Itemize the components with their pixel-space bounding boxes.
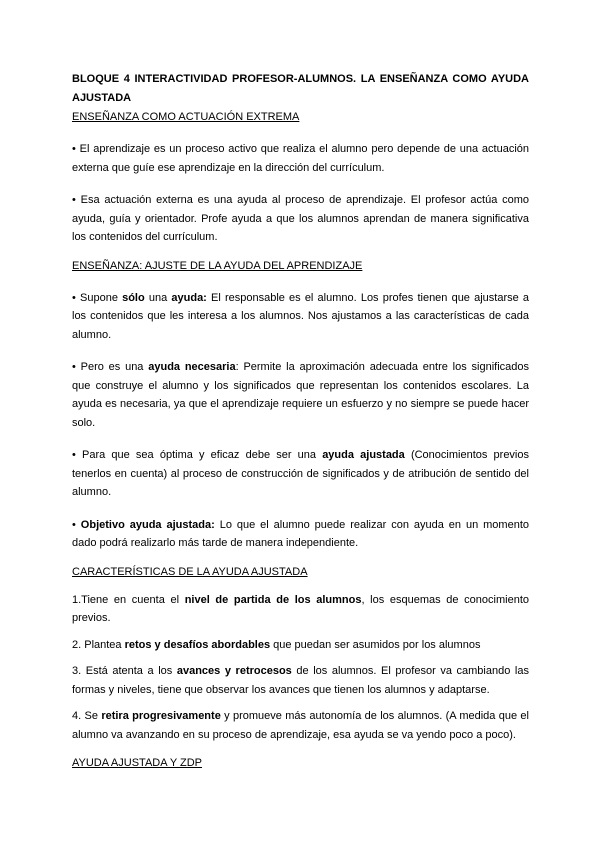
paragraph: • Supone sólo una ayuda: El responsable es el alumno. Los profes tienen que ajustarse a los contenidos que les interesa a los alumnos. Nos ajustamos a las características de cada alumno. bbox=[72, 291, 529, 341]
paragraph: • Objetivo ayuda ajustada: Lo que el alumno puede realizar con ayuda en un momento dado podrá realizarlo más tarde de manera independiente. bbox=[72, 518, 529, 549]
section-heading-zdp: AYUDA AJUSTADA Y ZDP bbox=[72, 757, 203, 769]
document-body bbox=[72, 70, 529, 772]
paragraph: • El aprendizaje es un proceso activo que realiza el alumno pero depende de una actuación externa que guíe ese aprendizaje en la dirección del currículum. bbox=[72, 143, 529, 174]
document-title: BLOQUE 4 INTERACTIVIDAD PROFESOR-ALUMNOS. LA ENSEÑANZA COMO AYUDA AJUSTADA bbox=[72, 73, 529, 104]
list-item: 3. Está atenta a los avances y retrocesos de los alumnos. El profesor va cambiando las formas y niveles, tiene que observar los avances que tienen los alumnos y adaptarse. bbox=[72, 665, 529, 696]
paragraph: • Esa actuación externa es una ayuda al proceso de aprendizaje. El profesor actúa como ayuda, guía y orientador. Profe ayuda a que los alumnos aprendan de manera significativa los contenidos del currículum. bbox=[72, 194, 529, 243]
section-heading-actuacion: ENSEÑANZA COMO ACTUACIÓN EXTREMA bbox=[72, 111, 300, 123]
list-item: 1.Tiene en cuenta el nivel de partida de los alumnos, los esquemas de conocimiento previos. bbox=[72, 593, 529, 624]
section-heading-caracteristicas: CARACTERÍSTICAS DE LA AYUDA AJUSTADA bbox=[72, 565, 308, 578]
paragraph: • Para que sea óptima y eficaz debe ser una ayuda ajustada (Conocimientos previos tenerlos en cuenta) al proceso de construcción de significados y de atribución de sentido del alumno. bbox=[72, 449, 529, 498]
list-item: 4. Se retira progresivamente y promueve más autonomía de los alumnos. (A medida que el alumno va avanzando en su proceso de aprendizaje, esa ayuda se va yendo poco a poco). bbox=[72, 710, 529, 741]
paragraph: • Pero es una ayuda necesaria: Permite la aproximación adecuada entre los significados que construye el alumno y los significados que representan los contenidos escolares. La ayuda es necesaria, ya que el aprendizaje requiere un esfuerzo y no siempre se puede hacer solo. bbox=[72, 361, 529, 429]
section-heading-ajuste: ENSEÑANZA: AJUSTE DE LA AYUDA DEL APRENDIZAJE bbox=[72, 259, 363, 272]
list-item: 2. Plantea retos y desafíos abordables que puedan ser asumidos por los alumnos bbox=[72, 638, 481, 651]
